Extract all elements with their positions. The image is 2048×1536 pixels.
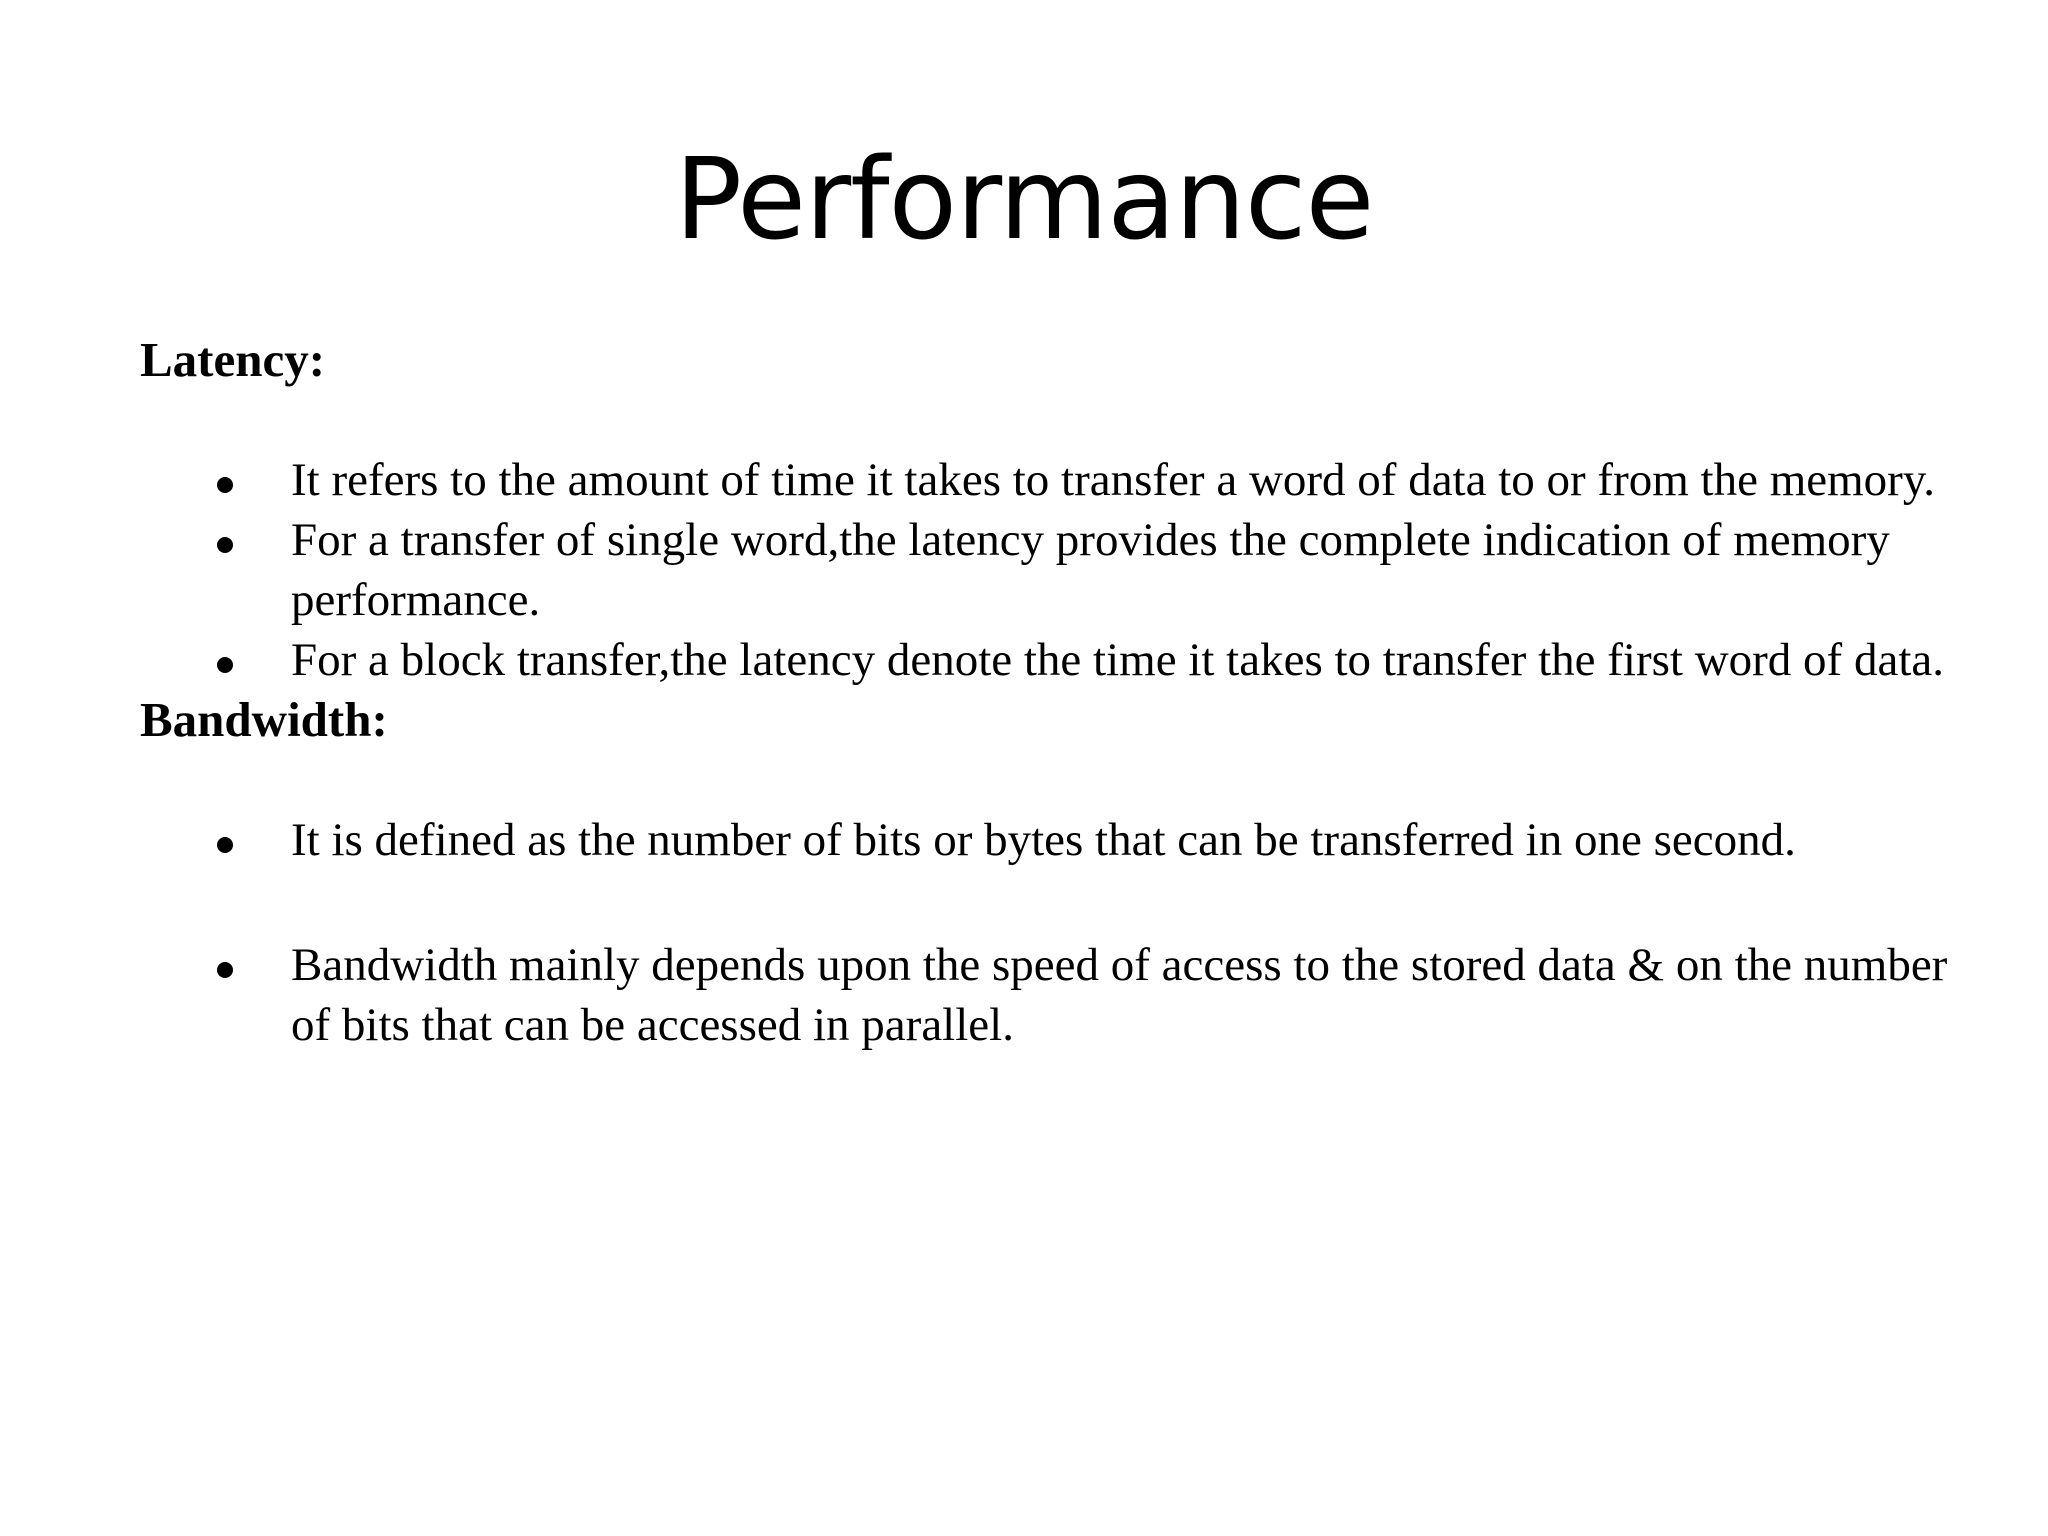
- bullet-text: For a block transfer,the latency denote the time it takes to transfer the first word of data.: [291, 634, 1944, 686]
- bullet-item: [140, 510, 1960, 630]
- bullet-item: [140, 935, 1960, 1055]
- bullet-icon: [217, 537, 233, 553]
- latency-heading: Latency:: [140, 332, 326, 387]
- bandwidth-heading: Bandwidth:: [140, 692, 388, 747]
- bullet-item: [140, 450, 1960, 510]
- bullet-icon: [217, 477, 233, 493]
- latency-bullet-list: [140, 450, 1960, 690]
- bullet-text: For a transfer of single word,the latency provides the complete indication of memory performance.: [291, 514, 1890, 626]
- bullet-icon: [217, 657, 233, 673]
- slide-title: Performance: [674, 135, 1374, 265]
- bullet-text: It refers to the amount of time it takes to transfer a word of data to or from the memory.: [291, 454, 1936, 506]
- bandwidth-bullet-list: [140, 810, 1960, 1055]
- bullet-icon: [217, 837, 233, 853]
- bullet-text: It is defined as the number of bits or bytes that can be transferred in one second.: [291, 814, 1796, 866]
- bullet-icon: [217, 962, 233, 978]
- slide-body: [140, 330, 1960, 1055]
- bullet-item: [140, 630, 1960, 690]
- bullet-text: Bandwidth mainly depends upon the speed of access to the stored data & on the number of bits that can be accessed in parallel.: [291, 939, 1948, 1051]
- bullet-item: [140, 810, 1960, 870]
